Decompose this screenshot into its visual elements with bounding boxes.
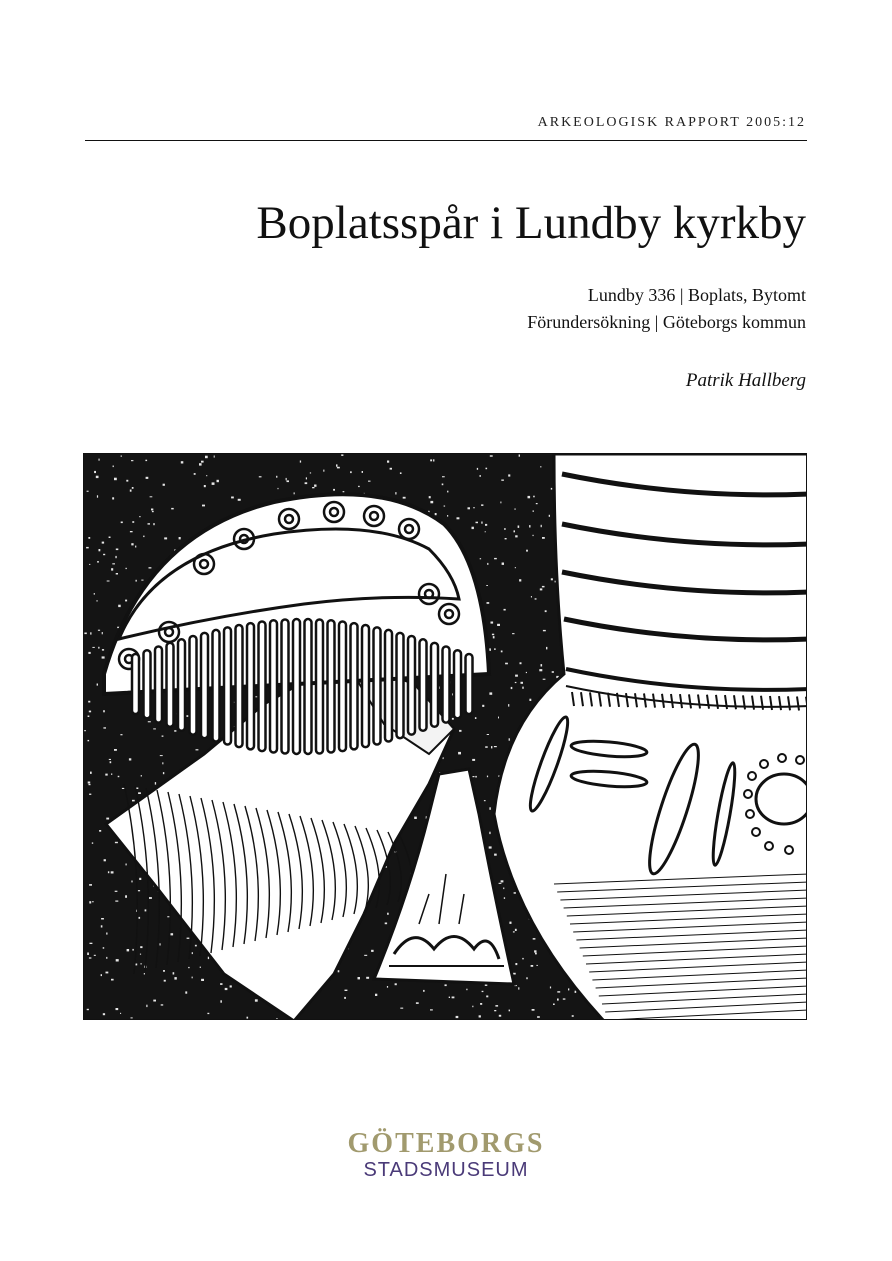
report-title: Boplatsspår i Lundby kyrkby [256,197,806,249]
subtitle-type: Förundersökning | Göteborgs kommun [527,312,806,332]
header-rule [85,140,807,141]
report-series: ARKEOLOGISK RAPPORT 2005:12 [537,115,806,130]
archaeological-finds-illustration-icon [84,454,807,1020]
logo-top-text: GÖTEBORGS [347,1128,545,1159]
author-name: Patrik Hallberg [685,370,806,391]
subtitle-site: Lundby 336 | Boplats, Bytomt [587,285,806,305]
cover-illustration [83,453,807,1020]
museum-logo [0,1130,892,1182]
logo-bottom-text: STADSMUSEUM [363,1159,529,1181]
